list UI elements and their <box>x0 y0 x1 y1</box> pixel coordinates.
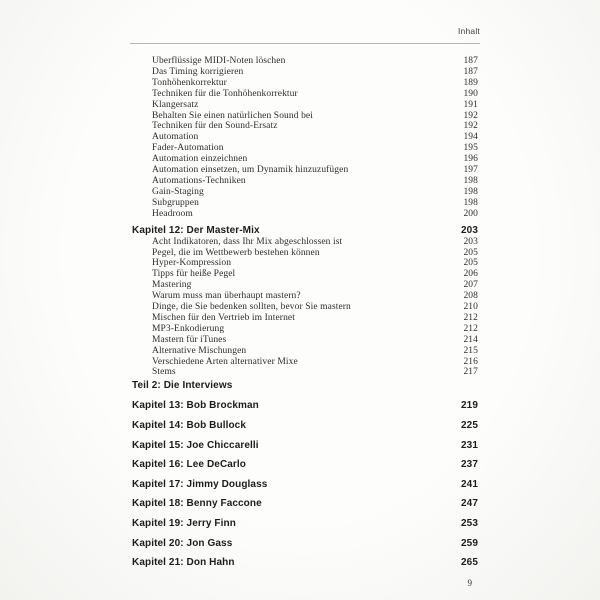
toc-entry-page-number: 196 <box>463 154 478 165</box>
toc-row <box>132 100 478 111</box>
toc-row <box>132 198 478 209</box>
toc-row <box>132 78 478 89</box>
toc-entry-title: Techniken für die Tonhöhenkorrektur <box>152 88 298 99</box>
toc-entry-page-number: 197 <box>463 165 478 176</box>
toc-entry-page-number: 198 <box>463 175 478 186</box>
toc-entry-title: Mastering <box>152 280 192 291</box>
toc-entry-title: Automation einsetzen, um Dynamik hinzuzufügen <box>152 165 349 176</box>
toc-entry-page-number: 190 <box>463 88 478 99</box>
table-of-contents <box>132 56 478 573</box>
toc-row <box>132 111 478 122</box>
toc-entry-page-number: 192 <box>463 110 478 121</box>
toc-entry-page-number: 212 <box>463 312 478 323</box>
toc-row <box>132 67 478 78</box>
toc-row <box>132 258 478 269</box>
toc-entry-title: Stems <box>152 367 176 378</box>
toc-entry-page-number: 187 <box>463 66 478 77</box>
toc-entry-page-number: 259 <box>461 537 478 549</box>
toc-entry-title: Kapitel 13: Bob Brockman <box>132 400 259 412</box>
toc-entry-title: Dinge, die Sie bedenken sollten, bevor Sie mastern <box>152 302 351 313</box>
toc-row <box>132 89 478 100</box>
toc-entry-page-number: 217 <box>463 367 478 378</box>
toc-row <box>132 121 478 132</box>
toc-entry-page-number: 215 <box>463 345 478 356</box>
toc-entry-page-number: 187 <box>463 56 478 66</box>
toc-entry-title: Acht Indikatoren, dass Ihr Mix abgeschlossen ist <box>152 236 343 247</box>
toc-entry-title: Das Timing korrigieren <box>152 66 244 77</box>
toc-entry-title: Tipps für heiße Pegel <box>152 269 236 280</box>
toc-entry-page-number: 219 <box>461 400 478 412</box>
toc-row <box>132 291 478 302</box>
toc-entry-page-number: 247 <box>461 498 478 510</box>
toc-entry-page-number: 205 <box>463 247 478 258</box>
toc-row <box>132 346 478 357</box>
toc-entry-title: Verschiedene Arten alternativer Mixe <box>152 356 298 367</box>
part2-heading <box>132 379 478 393</box>
toc-row <box>132 324 478 335</box>
toc-row <box>132 416 478 436</box>
interview-chapter-entries <box>132 396 478 572</box>
toc-entry-title: Kapitel 21: Don Hahn <box>132 557 235 569</box>
toc-entry-title: Tonhöhenkorrektur <box>152 77 227 88</box>
toc-row <box>132 302 478 313</box>
toc-entry-title: Kapitel 17: Jimmy Douglass <box>132 478 268 490</box>
toc-entry-page-number: 231 <box>461 439 478 451</box>
toc-entry-title: Klangersatz <box>152 99 199 110</box>
toc-entry-title: MP3-Enkodierung <box>152 323 225 334</box>
toc-entry-title: Alternative Mischungen <box>152 345 247 356</box>
toc-row <box>132 514 478 534</box>
toc-entry-page-number: 216 <box>463 356 478 367</box>
toc-entry-page-number: 203 <box>463 236 478 247</box>
toc-row <box>132 534 478 554</box>
toc-entry-title: Kapitel 15: Joe Chiccarelli <box>132 439 259 451</box>
toc-entry-title: Automation <box>152 132 199 143</box>
toc-entry-page-number: 194 <box>463 132 478 143</box>
chapter-page-number: 203 <box>461 224 478 236</box>
toc-entry-page-number: 253 <box>461 517 478 529</box>
toc-row <box>132 494 478 514</box>
toc-row <box>132 313 478 324</box>
toc-row <box>132 396 478 416</box>
toc-row <box>132 455 478 475</box>
toc-entry-page-number: 205 <box>463 258 478 269</box>
toc-entry-title: Fader-Automation <box>152 143 224 154</box>
toc-entry-page-number: 225 <box>461 419 478 431</box>
toc-entry-title: Behalten Sie einen natürlichen Sound bei <box>152 110 313 121</box>
toc-entry-title: Techniken für den Sound-Ersatz <box>152 121 278 132</box>
toc-entry-title: Mastern für iTunes <box>152 334 227 345</box>
toc-entry-title: Pegel, die im Wettbewerb bestehen können <box>152 247 320 258</box>
toc-entry-page-number: 237 <box>461 459 478 471</box>
toc-row <box>132 248 478 259</box>
toc-entry-page-number: 265 <box>461 557 478 569</box>
toc-row <box>132 475 478 495</box>
toc-row <box>132 436 478 456</box>
toc-row <box>132 280 478 291</box>
toc-entry-title: Warum muss man überhaupt mastern? <box>152 291 301 302</box>
toc-entry-title: Kapitel 18: Benny Faccone <box>132 498 262 510</box>
running-head: Inhalt <box>458 26 480 36</box>
toc-entry-title: Automations-Techniken <box>152 175 246 186</box>
toc-entry-title: Headroom <box>152 208 193 219</box>
part-title: Teil 2: Die Interviews <box>132 380 233 392</box>
toc-entry-title: Gain-Staging <box>152 186 204 197</box>
toc-row <box>132 176 478 187</box>
toc-row <box>132 187 478 198</box>
chapter12-entries <box>132 237 478 379</box>
toc-row <box>132 143 478 154</box>
toc-row <box>132 154 478 165</box>
chapter12-heading <box>132 224 478 237</box>
chapter11-entries <box>132 56 478 220</box>
toc-entry-title: Überflüssige MIDI-Noten löschen <box>152 56 286 66</box>
toc-entry-page-number: 212 <box>463 323 478 334</box>
toc-row <box>132 357 478 368</box>
toc-entry-page-number: 195 <box>463 143 478 154</box>
toc-row <box>132 269 478 280</box>
folio-page-number: 9 <box>467 578 472 588</box>
toc-row <box>132 209 478 220</box>
toc-entry-title: Subgruppen <box>152 197 199 208</box>
toc-entry-page-number: 241 <box>461 478 478 490</box>
toc-entry-page-number: 198 <box>463 197 478 208</box>
toc-row <box>132 132 478 143</box>
toc-entry-page-number: 214 <box>463 334 478 345</box>
toc-entry-page-number: 208 <box>463 291 478 302</box>
toc-entry-title: Hyper-Kompression <box>152 258 232 269</box>
toc-row <box>132 553 478 573</box>
toc-entry-page-number: 200 <box>463 208 478 219</box>
toc-entry-page-number: 210 <box>463 302 478 313</box>
toc-row <box>132 237 478 248</box>
toc-entry-page-number: 206 <box>463 269 478 280</box>
toc-entry-title: Automation einzeichnen <box>152 154 248 165</box>
toc-entry-title: Mischen für den Vertrieb im Internet <box>152 312 295 323</box>
toc-entry-title: Kapitel 19: Jerry Finn <box>132 517 236 529</box>
toc-entry-page-number: 207 <box>463 280 478 291</box>
toc-entry-page-number: 192 <box>463 121 478 132</box>
toc-entry-page-number: 191 <box>463 99 478 110</box>
toc-row <box>132 367 478 378</box>
toc-row <box>132 335 478 346</box>
chapter-title: Kapitel 12: Der Master-Mix <box>132 224 260 236</box>
toc-row <box>132 56 478 67</box>
toc-entry-title: Kapitel 16: Lee DeCarlo <box>132 459 247 471</box>
toc-entry-page-number: 198 <box>463 186 478 197</box>
toc-entry-title: Kapitel 14: Bob Bullock <box>132 419 246 431</box>
toc-entry-title: Kapitel 20: Jon Gass <box>132 537 233 549</box>
toc-row <box>132 165 478 176</box>
toc-entry-page-number: 189 <box>463 77 478 88</box>
header-rule <box>130 43 480 44</box>
